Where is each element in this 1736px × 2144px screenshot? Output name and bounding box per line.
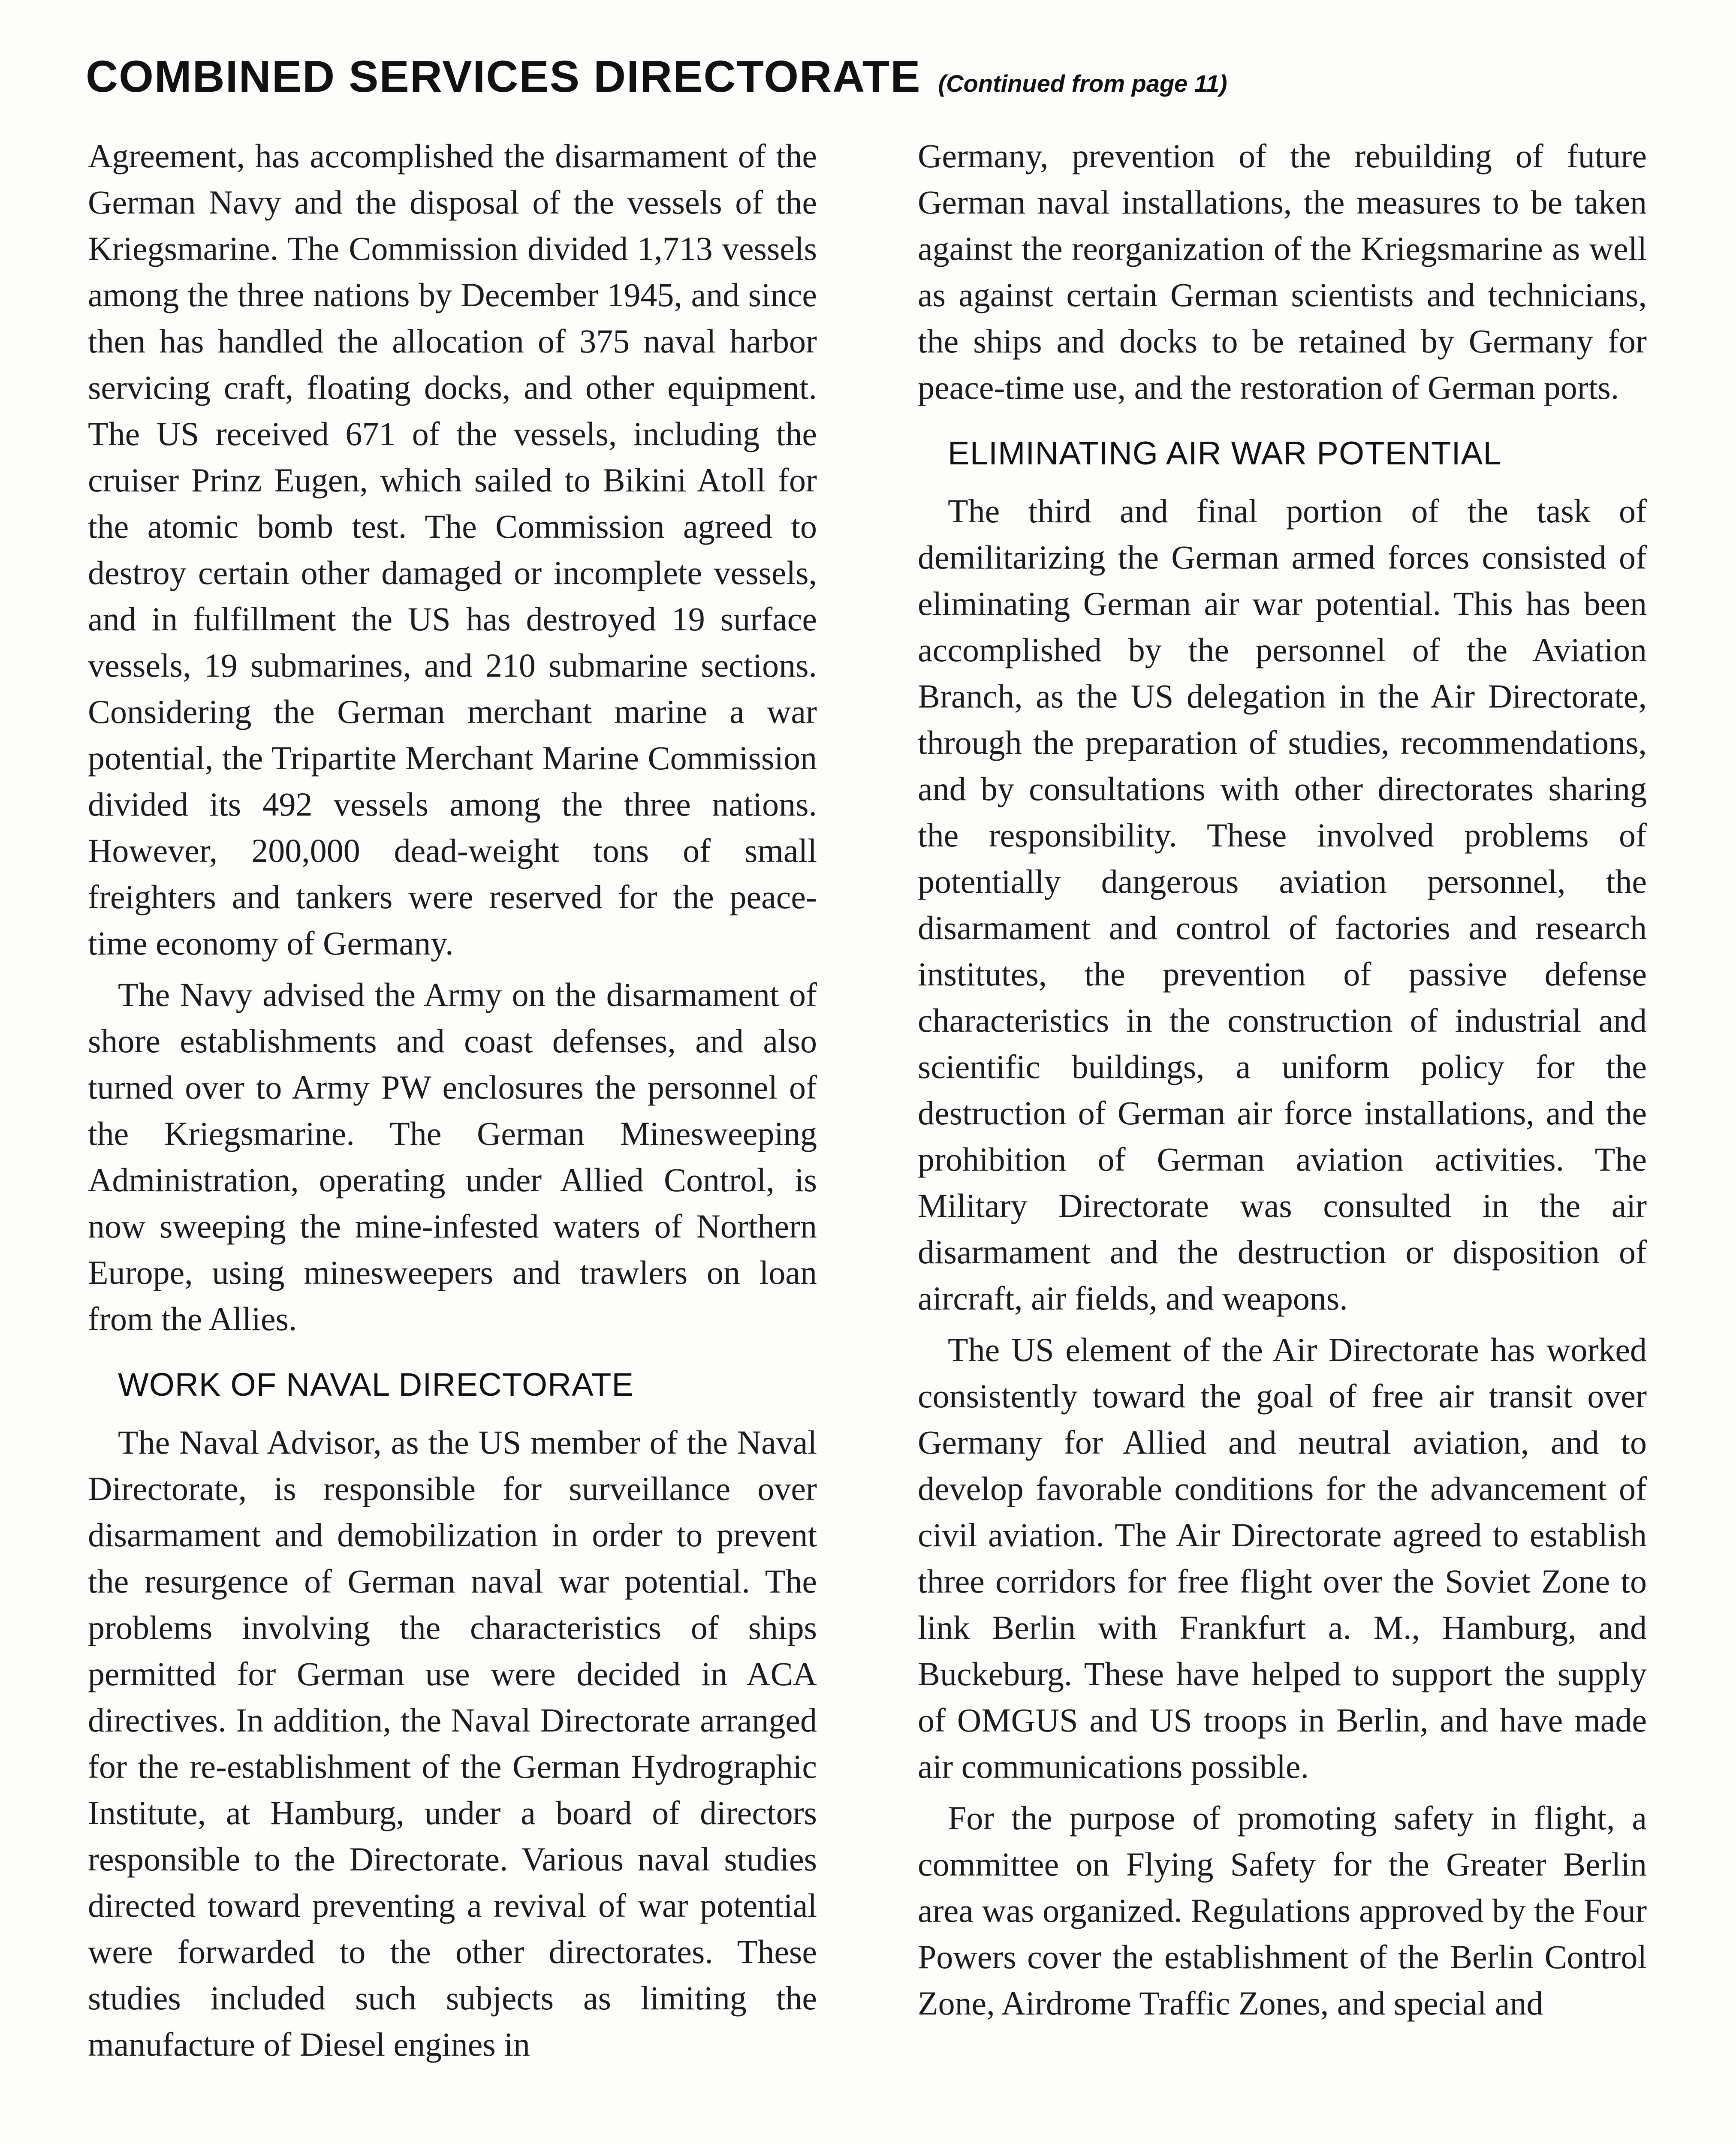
- right-column: [918, 133, 1647, 2032]
- paragraph: Agreement, has accomplished the disarmament of the German Navy and the disposal of the vessels of the Kriegsmarine. The Commission divided 1,713 vessels among the three nations by December 1945, and since then has handled the allocation of 375 naval harbor servicing craft, floating docks, and other equipment. The US received 671 of the vessels, including the cruiser Prinz Eugen, which sailed to Bikini Atoll for the atomic bomb test. The Commission agreed to destroy certain other damaged or incomplete vessels, and in fulfillment the US has destroyed 19 surface vessels, 19 submarines, and 210 submarine sections. Considering the German merchant marine a war potential, the Tripartite Merchant Marine Commission divided its 492 vessels among the three nations. However, 200,000 dead-weight tons of small freighters and tankers were reserved for the peace-time economy of Germany.: [88, 137, 817, 962]
- section-heading-air-war-potential: ELIMINATING AIR WAR POTENTIAL: [948, 435, 1502, 472]
- paragraph: The Naval Advisor, as the US member of the Naval Directorate, is responsible for surveillance over disarmament and demobilization in order to prevent the resurgence of German naval war potential. The problems involving the characteristics of ships permitted for German use were decided in ACA directives. In addition, the Naval Directorate arranged for the re-establishment of the German Hydrographic Institute, at Hamburg, under a board of directors responsible to the Directorate. Various naval studies directed toward preventing a revival of war potential were forwarded to the other directorates. These studies included such subjects as limiting the manufacture of Diesel engines in: [88, 1424, 817, 2063]
- paragraph: For the purpose of promoting safety in flight, a committee on Flying Safety for the Greater Berlin area was organized. Regulations approved by the Four Powers cover the establishment of the Berlin Control Zone, Airdrome Traffic Zones, and special and: [918, 1799, 1647, 2022]
- continued-note: (Continued from page 11): [938, 70, 1227, 97]
- page-header: [86, 51, 1673, 124]
- paragraph: The US element of the Air Directorate has worked consistently toward the goal of free air transit over Germany for Allied and neutral aviation, and to develop favorable conditions for the advancement of civil aviation. The Air Directorate agreed to establish three corridors for free flight over the Soviet Zone to link Berlin with Frankfurt a. M., Hamburg, and Buckeburg. These have helped to support the supply of OMGUS and US troops in Berlin, and have made air communications possible.: [918, 1331, 1647, 1785]
- paragraph: The Navy advised the Army on the disarmament of shore establishments and coast defenses, and also turned over to Army PW enclosures the personnel of the Kriegsmarine. The German Minesweeping Administration, operating under Allied Control, is now sweeping the mine-infested waters of Northern Europe, using minesweepers and trawlers on loan from the Allies.: [88, 976, 817, 1337]
- paragraph: The third and final portion of the task of demilitarizing the German armed forces consisted of eliminating German air war potential. This has been accomplished by the personnel of the Aviation Branch, as the US delegation in the Air Directorate, through the preparation of studies, recommendations, and by consultations with other directorates sharing the responsibility. These involved problems of potentially dangerous aviation personnel, the disarmament and control of factories and research institutes, the prevention of passive defense characteristics in the construction of industrial and scientific buildings, a uniform policy for the destruction of German air force installations, and the prohibition of German aviation activities. The Military Directorate was consulted in the air disarmament and the destruction or disposition of aircraft, air fields, and weapons.: [918, 492, 1647, 1317]
- left-column: [88, 133, 817, 2073]
- paragraph: Germany, prevention of the rebuilding of future German naval installations, the measures to be taken against the reorganization of the Kriegsmarine as well as against certain German scientists and technicians, the ships and docks to be retained by Germany for peace-time use, and the restoration of German ports.: [918, 137, 1647, 406]
- section-title: COMBINED SERVICES DIRECTORATE: [86, 52, 921, 102]
- section-heading-naval-directorate: WORK OF NAVAL DIRECTORATE: [118, 1367, 634, 1403]
